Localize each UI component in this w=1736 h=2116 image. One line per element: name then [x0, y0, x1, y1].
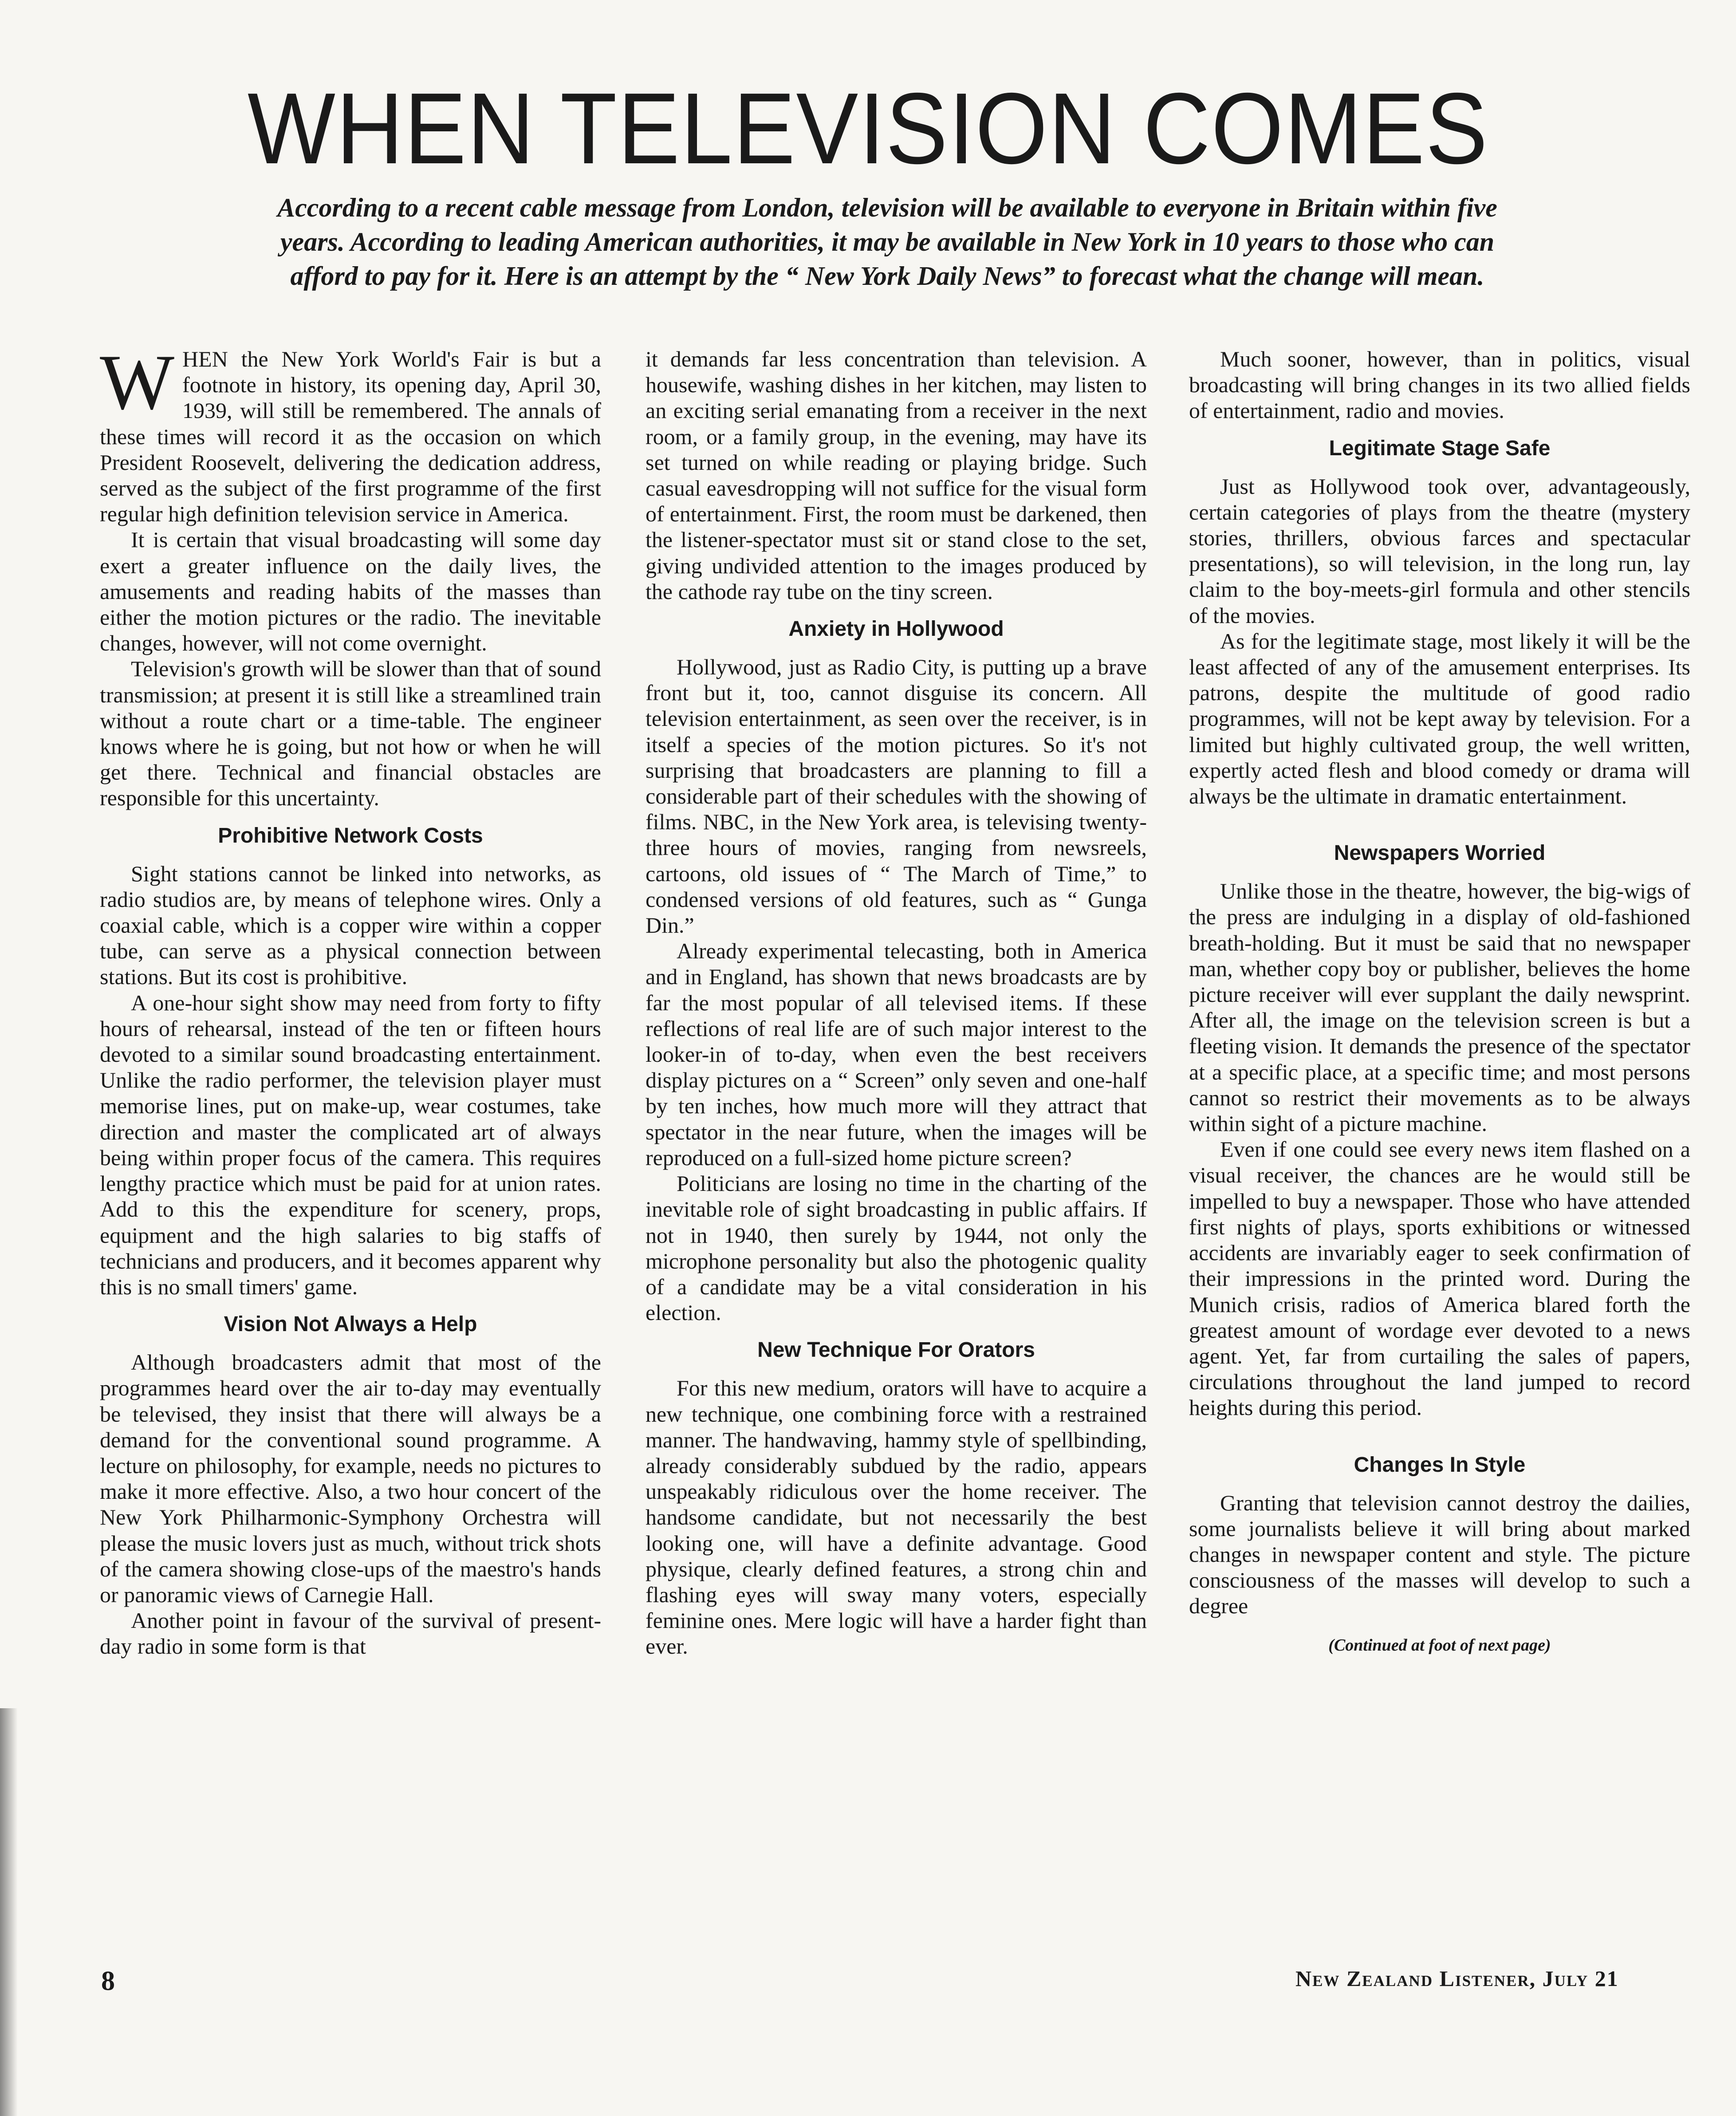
paragraph: Another point in favour of the survival of present-day radio in some form is that: [100, 1608, 601, 1659]
paragraph: Politicians are losing no time in the charting of the inevitable role of sight broadcasting in public affairs. If not in 1940, then surely by 1944, not only the microphone personality but also the photogenic quality of a candidate may be a vital consideration in his election.: [646, 1171, 1147, 1325]
column-2: [646, 346, 1147, 1659]
paragraph: Television's growth will be slower than that of sound transmission; at present it is still like a streamlined train without a route chart or a time-table. The engineer knows where he is going, but not how or when he will get there. Technical and financial obstacles are responsible for this uncertainty.: [100, 656, 601, 811]
paragraph: Already experimental telecasting, both in America and in England, has shown that news broadcasts are by far the most popular of all televised items. If these reflections of real life are of such major interest to the looker-in of to-day, when even the best receivers display pictures on a “ Screen” only seven and one-half by ten inches, how much more will they attract that spectator in the near future, when the images will be reproduced on a full-sized home picture screen?: [646, 938, 1147, 1170]
page-number: 8: [101, 1966, 115, 1996]
paragraph: Granting that television cannot destroy the dailies, some journalists believe it will bring about marked changes in newspaper content and style. The picture consciousness of the masses will develop to such a degree: [1189, 1490, 1690, 1619]
paragraph: Even if one could see every news item flashed on a visual receiver, the chances are he would still be impelled to buy a newspaper. Those who have attended first nights of plays, sports exhibitions or witnessed accidents are invariably eager to seek confirmation of their impressions in the printed word. During the Munich crisis, radios of America blared forth the greatest amount of wordage ever devoted to a news agent. Yet, far from curtailing the sales of papers, circulations throughout the land jumped to record heights during this period.: [1189, 1137, 1690, 1420]
headline: WHEN TELEVISION COMES: [247, 72, 1489, 185]
subheading: Vision Not Always a Help: [224, 1312, 477, 1336]
paragraph: A one-hour sight show may need from forty to fifty hours of rehearsal, instead of the ten or fifteen hours devoted to a similar sound broadcasting entertainment. Unlike the radio performer, the television player must memorise lines, put on make-up, wear costumes, take direction and master the complicated art of always being within proper focus of the camera. This requires lengthy practice which must be paid for at union rates. Add to this the expenditure for scenery, props, equipment and the high salaries to big staffs of technicians and producers, and it becomes apparent why this is no small timers' game.: [100, 990, 601, 1299]
paragraph: Although broadcasters admit that most of the programmes heard over the air to-day may eventually be televised, they insist that there will always be a demand for the conventional sound programme. A lecture on philosophy, for example, needs no pictures to make it more effective. Also, a two hour concert of the New York Philharmonic-Symphony Orchestra will please the music lovers just as much, without trick shots of the camera showing close-ups of the maestro's hands or panoramic views of Carnegie Hall.: [100, 1350, 601, 1607]
subheading: New Technique For Orators: [757, 1338, 1035, 1362]
column-1: [100, 338, 601, 1659]
paragraph: Just as Hollywood took over, advantageously, certain categories of plays from the theatre (mystery stories, thrillers, obvious farces and spectacular presentations), so will television, in the long run, lay claim to the boy-meets-girl formula and other stencils of the movies.: [1189, 473, 1690, 628]
paragraph: Hollywood, just as Radio City, is putting up a brave front but it, too, cannot disguise its concern. All television entertainment, as seen over the receiver, is in itself a species of the motion pictures. So it's not surprising that broadcasters are planning to fill a considerable part of their schedules with the showing of films. NBC, in the New York area, is televising twenty-three hours of movies, ranging from newsreels, cartoons, old issues of “ The March of Time,” to condensed versions of old features, such as “ Gunga Din.”: [646, 654, 1147, 938]
standfirst: According to a recent cable message from London, television will be available to everyone in Britain within five years. According to leading American authorities, it may be available in New York in 10 years to those who can afford to pay for it. Here is an attempt by the “ New York Daily News” to forecast what the change will mean.: [277, 193, 1497, 291]
paragraph: Sight stations cannot be linked into networks, as radio studios are, by means of telephone wires. Only a coaxial cable, which is a copper wire within a copper tube, can serve as a physical connection between stations. But its cost is prohibitive.: [100, 861, 601, 989]
column-3: [1189, 346, 1690, 1658]
paragraph: Unlike those in the theatre, however, the big-wigs of the press are indulging in a display of old-fashioned breath-holding. But it must be said that no newspaper man, whether copy boy or publisher, believes the home picture receiver will ever supplant the daily newsprint. After all, the image on the television screen is but a fleeting vision. It demands the presence of the spectator at a specific place, at a specific time; and most persons cannot so restrict their movements as to be always within sight of a picture machine.: [1189, 879, 1690, 1136]
subheading: Anxiety in Hollywood: [788, 617, 1004, 641]
subheading: Changes In Style: [1354, 1453, 1526, 1477]
paragraph: Much sooner, however, than in politics, visual broadcasting will bring changes in its two allied fields of entertainment, radio and movies.: [1189, 347, 1690, 423]
continued-note: (Continued at foot of next page): [1328, 1635, 1551, 1655]
paragraph: it demands far less concentration than television. A housewife, washing dishes in her kitchen, may listen to an exciting serial emanating from a receiver in the next room, or a family group, in the evening, may have its set turned on while reading or playing bridge. Such casual eavesdropping will not suffice for the visual form of entertainment. First, the room must be darkened, then the listener-spectator must sit or stand close to the set, giving undivided attention to the images produced by the cathode ray tube on the tiny screen.: [646, 347, 1147, 604]
paragraph: [100, 338, 601, 527]
scan-edge-shadow: [0, 1708, 18, 2116]
publication-footer: New Zealand Listener, July 21: [1295, 1966, 1619, 1991]
drop-cap: W: [100, 338, 175, 426]
paragraph: It is certain that visual broadcasting will some day exert a greater influence on the daily lives, the amusements and reading habits of the masses than either the motion pictures or the radio. The inevitable changes, however, will not come overnight.: [100, 527, 601, 656]
paragraph: For this new medium, orators will have to acquire a new technique, one combining force with a restrained manner. The handwaving, hammy style of spellbinding, already considerably subdued by the radio, appears unspeakably ridiculous over the home receiver. The handsome candidate, but not necessarily the best looking one, will have a definite advantage. Good physique, clearly defined features, a strong chin and flashing eyes will sway many voters, especially feminine ones. Mere logic will have a harder fight than ever.: [646, 1375, 1147, 1659]
paragraph: As for the legitimate stage, most likely it will be the least affected of any of the amusement enterprises. Its patrons, despite the multitude of good radio programmes, will not be kept away by television. For a limited but highly cultivated group, the well written, expertly acted flesh and blood comedy or drama will always be the ultimate in dramatic entertainment.: [1189, 628, 1690, 809]
paragraph-text: HEN the New York World's Fair is but a footnote in history, its opening day, April 30, 1939, will still be remembered. The annals of these times will record it as the occasion on which President Roosevelt, delivering the dedication address, served as the subject of the first programme of the first regular high definition television service in America.: [100, 347, 601, 527]
subheading: Prohibitive Network Costs: [218, 824, 483, 847]
subheading: Newspapers Worried: [1334, 841, 1546, 865]
subheading: Legitimate Stage Safe: [1329, 436, 1551, 460]
